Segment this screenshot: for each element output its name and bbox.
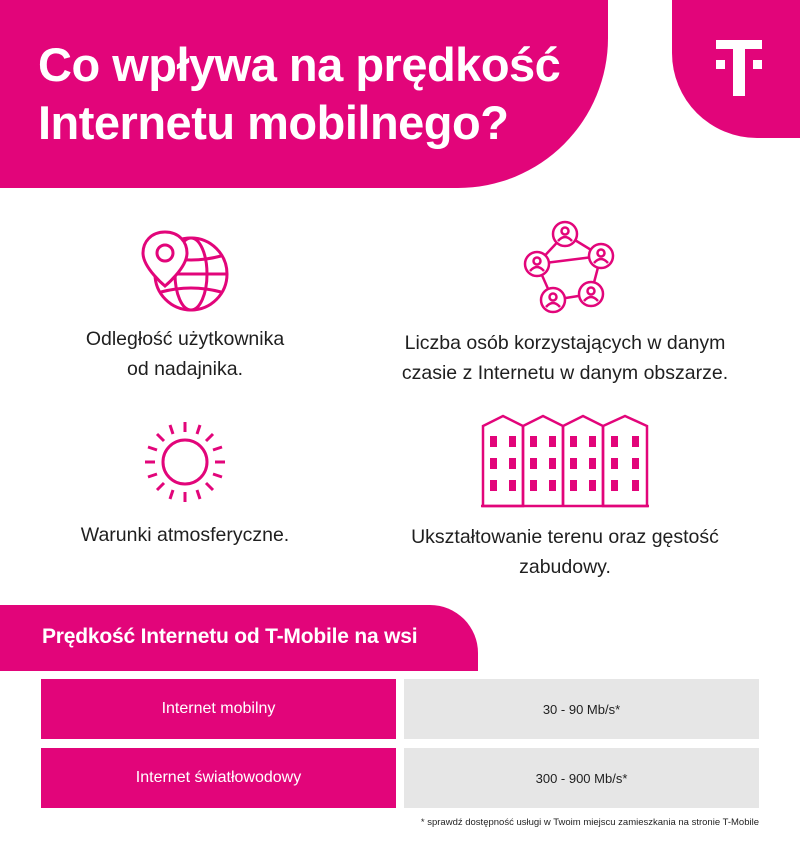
caption-line: czasie z Internetu w danym obszarze. — [401, 362, 729, 384]
title-line-1: Co wpływa na prędkość — [38, 38, 561, 91]
caption-line: Liczba osób korzystających w danym — [404, 332, 726, 354]
feature-distance — [50, 228, 320, 384]
caption-line: zabudowy. — [519, 556, 611, 578]
feature-caption — [50, 324, 320, 384]
caption-line: Ukształtowanie terenu oraz gęstość — [411, 526, 719, 548]
feature-caption — [40, 520, 330, 550]
speed-row-label: Internet światłowodowy — [41, 748, 396, 808]
feature-weather — [40, 418, 330, 550]
feature-terrain — [385, 412, 745, 582]
speed-row-value: 30 - 90 Mb/s* — [404, 679, 759, 739]
feature-caption — [385, 522, 745, 582]
logo-badge — [672, 0, 800, 138]
speed-section-banner — [0, 605, 478, 671]
sun-icon — [137, 418, 233, 506]
title-line-2: Internetu mobilnego? — [38, 96, 509, 149]
speed-row — [41, 748, 759, 808]
caption-line: Odległość użytkownika — [85, 328, 285, 350]
speed-section-heading: Prędkość Internetu od T-Mobile na wsi — [42, 625, 418, 648]
speed-row — [41, 679, 759, 739]
header-banner — [0, 0, 608, 188]
network-people-icon — [515, 220, 615, 318]
footnote: * sprawdź dostępność usługi w Twoim miejscu zamieszkania na stronie T-Mobile — [420, 817, 759, 828]
speed-row-value: 300 - 900 Mb/s* — [404, 748, 759, 808]
caption-line: od nadajnika. — [126, 358, 243, 380]
page-title — [38, 36, 578, 152]
telekom-t-icon — [716, 40, 762, 96]
globe-location-pin-icon — [139, 228, 231, 314]
feature-users-count — [375, 220, 755, 388]
speed-row-label: Internet mobilny — [41, 679, 396, 739]
buildings-icon — [479, 412, 651, 508]
caption-line: Warunki atmosferyczne. — [80, 524, 290, 546]
feature-caption — [375, 328, 755, 388]
